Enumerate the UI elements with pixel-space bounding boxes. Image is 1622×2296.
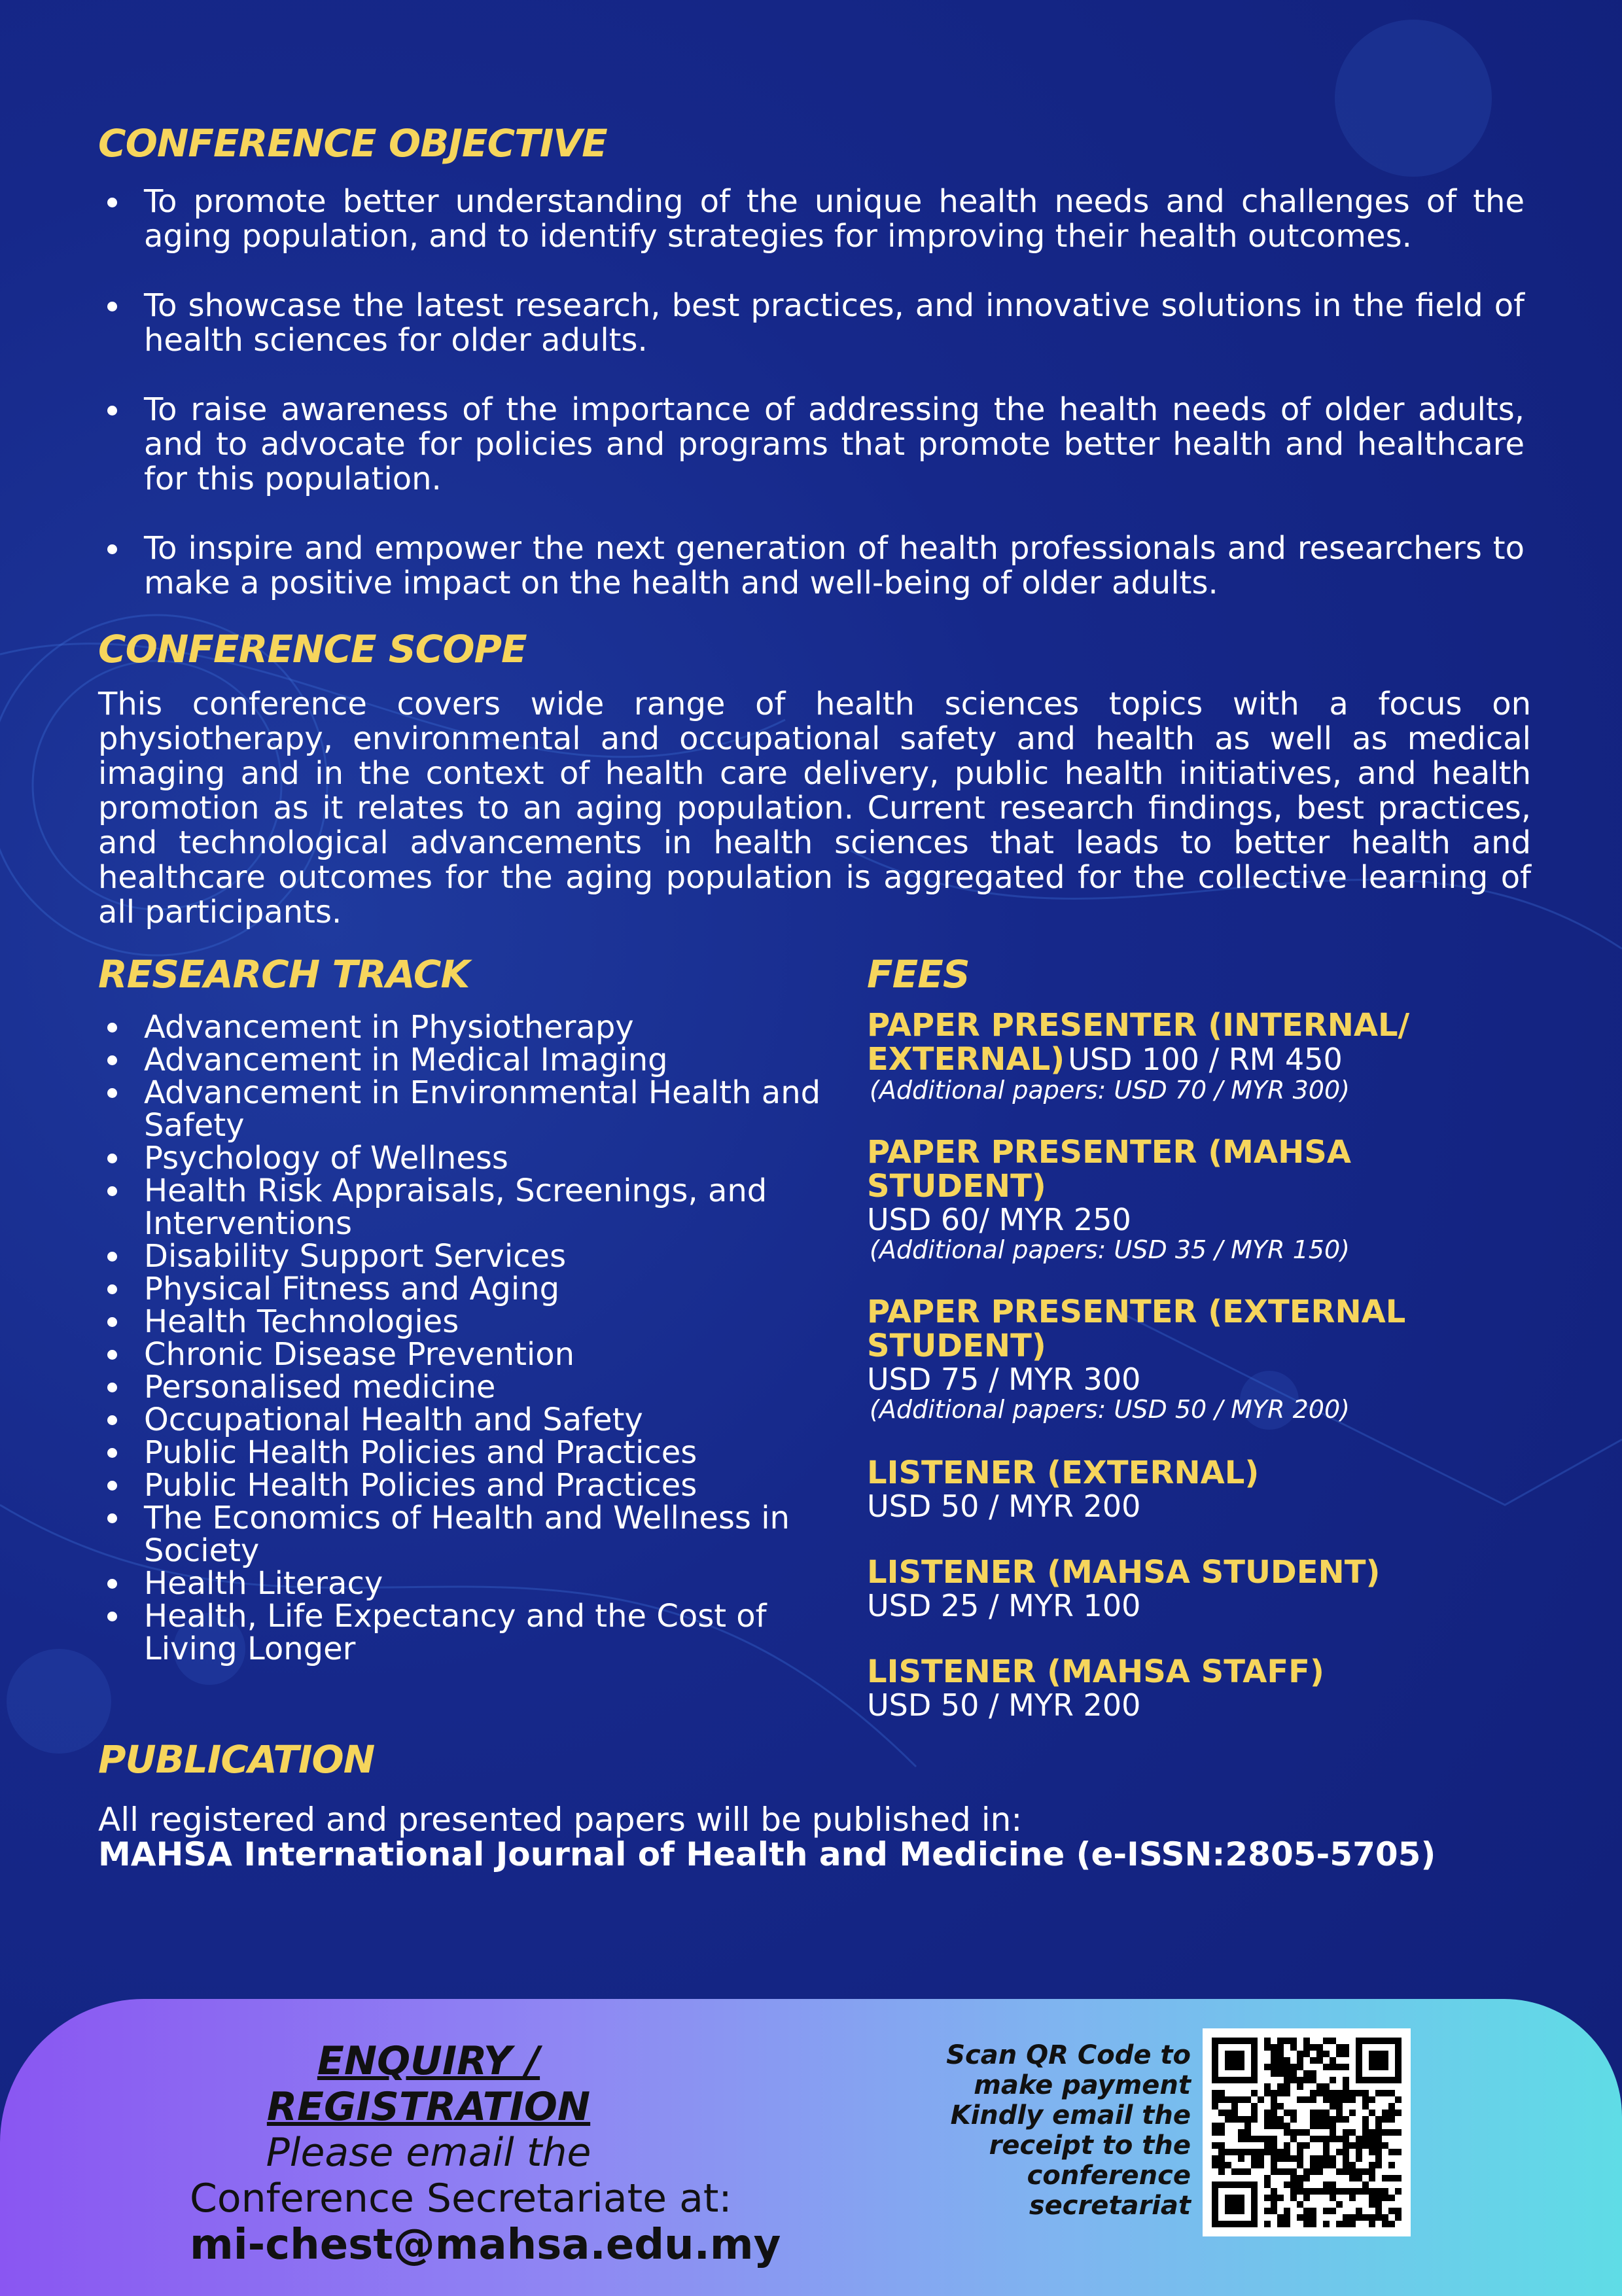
- fee-title: LISTENER (MAHSA STUDENT): [867, 1554, 1381, 1591]
- qr-text-line: conference: [1027, 2161, 1191, 2191]
- qr-text-line: Kindly email the: [950, 2100, 1191, 2130]
- list-item: Health Risk Appraisals, Screenings, and Interventions: [98, 1174, 837, 1240]
- publication-heading: PUBLICATION: [98, 1737, 375, 1782]
- scope-heading: CONFERENCE SCOPE: [98, 627, 527, 671]
- fee-price: USD 75 / MYR 300: [867, 1362, 1141, 1397]
- research-track-heading: RESEARCH TRACK: [98, 952, 470, 997]
- fee-item: [867, 1295, 1531, 1423]
- fee-price: USD 50 / MYR 200: [867, 1687, 1141, 1723]
- qr-text-line: receipt to the: [989, 2130, 1191, 2161]
- objective-heading: CONFERENCE OBJECTIVE: [98, 121, 607, 166]
- fee-item: [867, 1135, 1531, 1263]
- list-item: Chronic Disease Prevention: [98, 1338, 837, 1371]
- objective-list: [98, 185, 1525, 601]
- list-item: Psychology of Wellness: [98, 1142, 837, 1174]
- list-item: Personalised medicine: [98, 1371, 837, 1404]
- list-item: Health Literacy: [98, 1567, 837, 1600]
- fees-section: [867, 952, 1531, 1722]
- fee-item: [867, 1655, 1531, 1722]
- qr-text-line: make payment: [974, 2070, 1191, 2100]
- scope-text: This conference covers wide range of health sciences topics with a focus on physiotherapy, environmental and occupational safety and health as well as medical imaging and in the context of health care delivery, public health initiatives, and health promotion as it relates to an aging population. Current research findings, best practices, and technological advancements in health sciences that leads to better health and healthcare outcomes for the aging population is aggregated for the collective learning of all participants.: [98, 686, 1531, 930]
- list-item: Physical Fitness and Aging: [98, 1273, 837, 1305]
- list-item: To promote better understanding of the unique health needs and challenges of the aging population, and to identify strategies for improving their health outcomes.: [98, 185, 1525, 254]
- list-item: To inspire and empower the next generation of health professionals and researchers to make a positive impact on the health and well-being of older adults.: [98, 531, 1525, 601]
- fees-heading: FEES: [867, 952, 970, 997]
- enquiry-line-1: Please email the: [266, 2130, 591, 2176]
- journal-name: MAHSA International Journal of Health and Medicine (e-ISSN:2805-5705): [98, 1835, 1436, 1873]
- fee-title: LISTENER (MAHSA STAFF): [867, 1653, 1324, 1690]
- fee-title: PAPER PRESENTER (INTERNAL/ EXTERNAL): [867, 1007, 1410, 1078]
- enquiry-block: [190, 2038, 781, 2269]
- fee-item: [867, 1555, 1531, 1622]
- fee-price: USD 100 / RM 450: [1068, 1042, 1343, 1077]
- list-item: Public Health Policies and Practices: [98, 1436, 837, 1469]
- qr-code-icon: [1203, 2028, 1411, 2236]
- list-item: Health Technologies: [98, 1305, 837, 1338]
- enquiry-email[interactable]: mi-chest@mahsa.edu.my: [190, 2221, 781, 2269]
- list-item: The Economics of Health and Wellness in Society: [98, 1502, 837, 1567]
- publication-text: All registered and presented papers will be published in:: [98, 1801, 1023, 1839]
- list-item: Disability Support Services: [98, 1240, 837, 1273]
- fee-note: (Additional papers: USD 50 / MYR 200): [870, 1395, 1350, 1424]
- fee-item: [867, 1456, 1531, 1523]
- enquiry-line-2: Conference Secretariate at:: [190, 2176, 732, 2221]
- fee-title: PAPER PRESENTER (MAHSA STUDENT): [867, 1134, 1351, 1205]
- list-item: Advancement in Physiotherapy: [98, 1011, 837, 1044]
- qr-text-line: secretariat: [1029, 2191, 1191, 2221]
- list-item: To showcase the latest research, best practices, and innovative solutions in the field of health sciences for older adults.: [98, 289, 1525, 358]
- list-item: Occupational Health and Safety: [98, 1404, 837, 1436]
- fee-price: USD 50 / MYR 200: [867, 1489, 1141, 1524]
- list-item: Public Health Policies and Practices: [98, 1469, 837, 1502]
- payment-qr-code[interactable]: [1203, 2028, 1411, 2236]
- list-item: Advancement in Environmental Health and Safety: [98, 1076, 837, 1142]
- list-item: To raise awareness of the importance of addressing the health needs of older adults, and to advocate for policies and programs that promote better health and healthcare for this population.: [98, 393, 1525, 497]
- fee-price: USD 25 / MYR 100: [867, 1588, 1141, 1623]
- qr-instructions: [916, 2040, 1191, 2221]
- fee-price: USD 60/ MYR 250: [867, 1202, 1131, 1237]
- list-item: Health, Life Expectancy and the Cost of Living Longer: [98, 1600, 837, 1665]
- fee-title: PAPER PRESENTER (EXTERNAL STUDENT): [867, 1294, 1406, 1364]
- fee-note: (Additional papers: USD 70 / MYR 300): [870, 1076, 1350, 1104]
- fee-item: [867, 1008, 1531, 1104]
- footer-banner: [0, 1999, 1622, 2296]
- list-item: Advancement in Medical Imaging: [98, 1044, 837, 1076]
- qr-text-line: Scan QR Code to: [946, 2040, 1191, 2070]
- research-track-list: [98, 1011, 837, 1665]
- fee-note: (Additional papers: USD 35 / MYR 150): [870, 1235, 1350, 1264]
- enquiry-heading: ENQUIRY / REGISTRATION: [266, 2038, 591, 2130]
- fee-title: LISTENER (EXTERNAL): [867, 1455, 1260, 1491]
